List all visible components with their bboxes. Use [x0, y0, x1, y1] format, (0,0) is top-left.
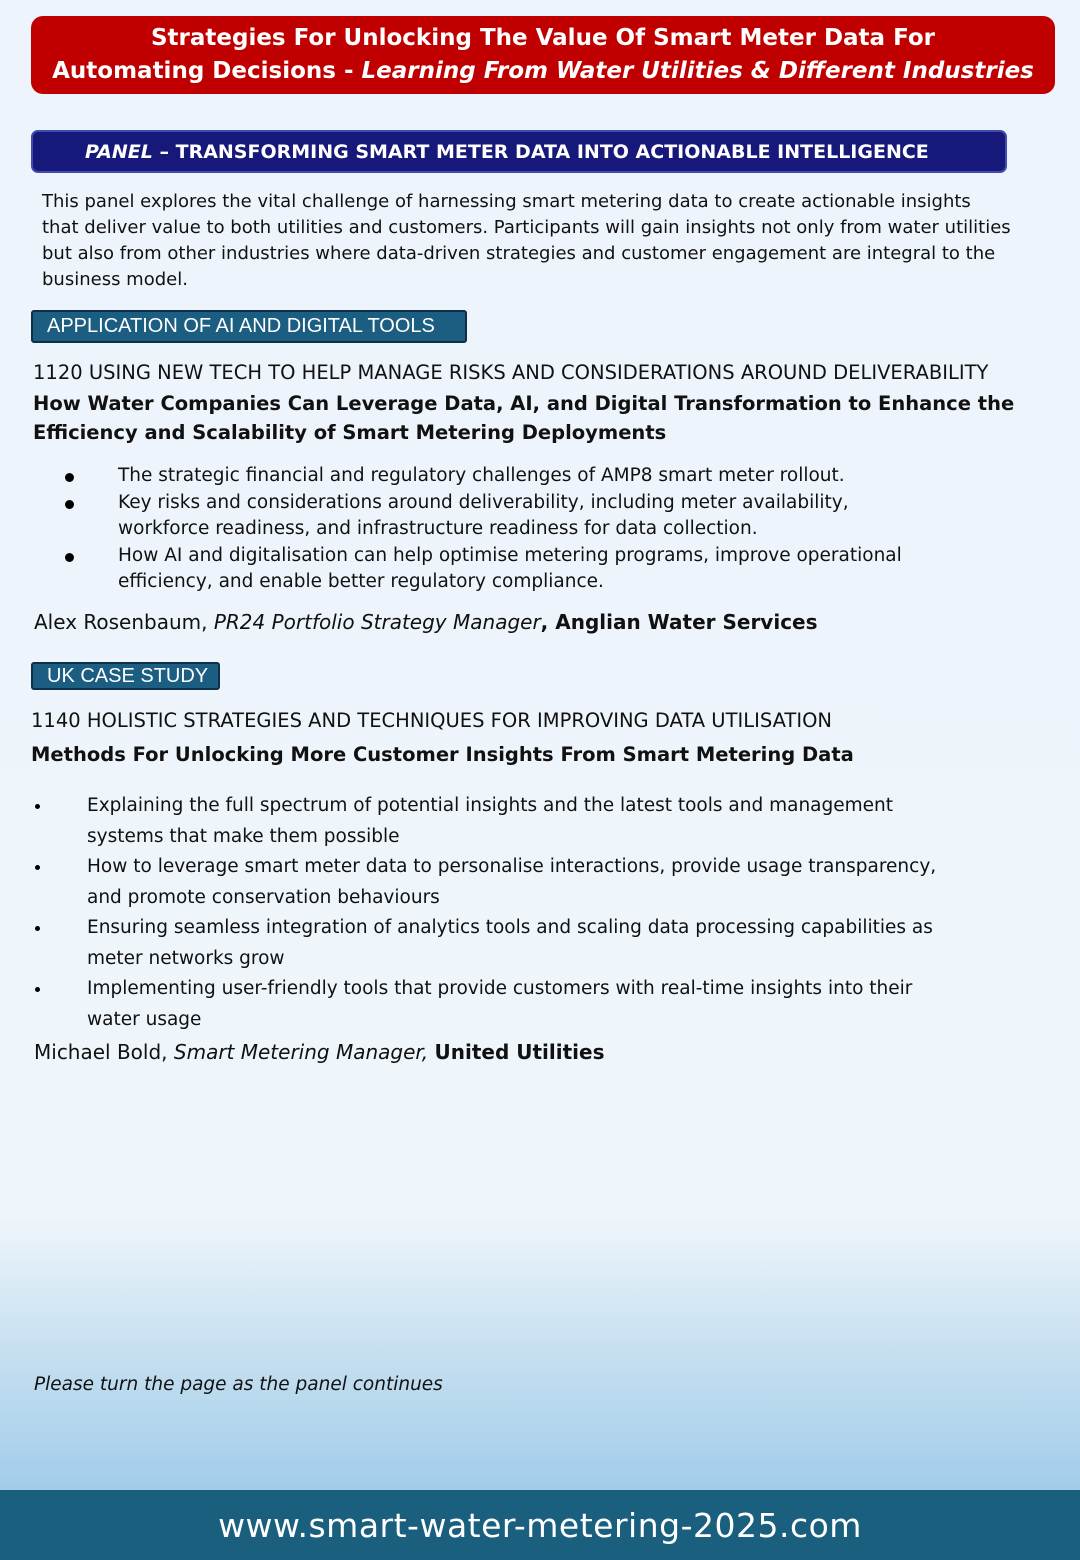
- bullet-icon: [65, 500, 74, 509]
- continue-note: Please turn the page as the panel continues: [34, 1374, 443, 1395]
- list-item: [60, 490, 940, 543]
- session-title: Methods For Unlocking More Customer Insights From Smart Metering Data: [31, 743, 854, 766]
- footer-bar: [0, 1490, 1080, 1560]
- bullet-icon: [65, 473, 74, 482]
- bullet-text: Ensuring seamless integration of analytics tools and scaling data processing capabilities as meter networks grow: [87, 917, 933, 969]
- bullet-icon: [65, 553, 74, 562]
- bullet-text: How AI and digitalisation can help optimise metering programs, improve operational efficiency, and enable better regulatory compliance.: [118, 544, 902, 592]
- title-banner: [31, 16, 1055, 94]
- website-link[interactable]: www.smart-water-metering-2025.com: [218, 1505, 862, 1545]
- title-line-2: [52, 55, 1034, 88]
- speaker-role: Smart Metering Manager,: [173, 1040, 435, 1064]
- bullet-text: Key risks and considerations around deliverability, including meter availability, workforce readiness, and infrastructure readiness for data collection.: [118, 491, 849, 539]
- session-tag-ai-digital-tools: APPLICATION OF AI AND DIGITAL TOOLS: [31, 310, 467, 343]
- title-line-2-italic: Learning From Water Utilities & Different Industries: [361, 58, 1034, 84]
- session-bullet-list: [60, 463, 940, 596]
- panel-label: PANEL: [85, 140, 153, 163]
- panel-heading: [31, 130, 1007, 173]
- list-item: [33, 974, 953, 1035]
- bullet-text: The strategic financial and regulatory challenges of AMP8 smart meter rollout.: [118, 465, 845, 486]
- bullet-text: Implementing user-friendly tools that provide customers with real-time insights into their water usage: [87, 978, 913, 1030]
- speaker-credit: [34, 610, 818, 634]
- speaker-organisation: Anglian Water Services: [555, 610, 818, 634]
- speaker-role: PR24 Portfolio Strategy Manager: [213, 610, 541, 634]
- speaker-separator: ,: [540, 610, 556, 634]
- speaker-organisation: United Utilities: [434, 1040, 605, 1064]
- speaker-credit: [34, 1040, 605, 1064]
- list-item: [33, 852, 953, 913]
- bullet-text: How to leverage smart meter data to personalise interactions, provide usage transparency, and promote conservation behaviours: [87, 856, 937, 908]
- title-line-1: Strategies For Unlocking The Value Of Smart Meter Data For: [150, 25, 936, 51]
- session-bullet-list: [33, 791, 953, 1035]
- list-item: [60, 543, 940, 596]
- list-item: [60, 463, 940, 490]
- speaker-name: Alex Rosenbaum,: [34, 610, 214, 634]
- panel-intro: This panel explores the vital challenge of harnessing smart metering data to create actionable insights that deliver value to both utilities and customers. Participants will gain insights not only from water utilities but also from other industries where data-driven strategies and customer engagement are integral to the business model.: [42, 191, 1011, 290]
- list-item: [33, 791, 953, 852]
- bullet-icon: [35, 865, 40, 870]
- list-item: [33, 913, 953, 974]
- speaker-name: Michael Bold,: [34, 1040, 174, 1064]
- session-time-heading: 1120 USING NEW TECH TO HELP MANAGE RISKS AND CONSIDERATIONS AROUND DELIVERABILITY: [33, 361, 989, 384]
- bullet-icon: [35, 804, 40, 809]
- session-tag-uk-case-study: UK CASE STUDY: [31, 662, 220, 690]
- panel-heading-text: – TRANSFORMING SMART METER DATA INTO ACTIONABLE INTELLIGENCE: [152, 140, 929, 163]
- bullet-icon: [35, 926, 40, 931]
- session-time-heading: 1140 HOLISTIC STRATEGIES AND TECHNIQUES FOR IMPROVING DATA UTILISATION: [31, 709, 833, 732]
- bullet-text: Explaining the full spectrum of potential insights and the latest tools and management systems that make them possible: [87, 795, 894, 847]
- title-line-2-plain: Automating Decisions -: [52, 58, 362, 84]
- bullet-icon: [35, 987, 40, 992]
- session-title: How Water Companies Can Leverage Data, AI, and Digital Transformation to Enhance the Efficiency and Scalability of Smart Metering Deployments: [33, 392, 1015, 444]
